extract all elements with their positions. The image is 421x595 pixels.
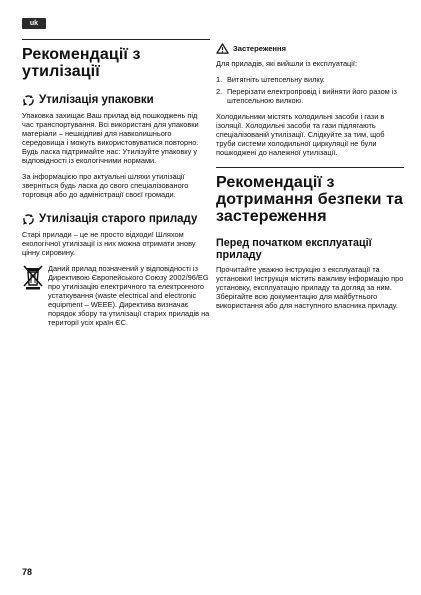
packaging-paragraph-1: Упаковка захищає Ваш прилад від пошкоджень під час транспортування. Всі використані для упаковки матеріали – нешкідливі для навколишнього середовища і можуть використовуватися повторно. Будь ласка підтримайте нас: Утилізуйте упаковку у відповідності із екологічними нормами. (22, 111, 199, 165)
before-use-heading: Перед початком експлуатації приладу (216, 237, 372, 261)
warning-heading (216, 43, 404, 54)
old-appliance-heading (22, 213, 210, 226)
disposal-title: Рекомендації з утилізації (22, 46, 141, 80)
recycle-icon (22, 213, 35, 226)
warning-step (216, 87, 404, 105)
old-appliance-heading-text: Утилізація старого приладу (39, 213, 198, 225)
section-divider (216, 167, 404, 168)
packaging-heading-text: Утилізація упаковки (39, 94, 154, 106)
section-divider (22, 39, 210, 40)
recycle-icon (22, 94, 35, 107)
refrigerant-paragraph: Холодильники містять холодильні засоби і гази в ізоляції. Холодильні засоби та гази підлягають спеціалізованій утилізації. Слідкуйте за тим, щоб труби системи холодильної циркуляції не були пошкоджені до належної утилізації. (216, 112, 385, 157)
before-use-paragraph: Прочитайте уважно інструкцію з експлуатації та установки! Інструкція містить важливу інформацію про установку, експлуатацію приладу та догляд за ним. Зберігайте всю документацію для майбутнього використання або для наступного власника приладу. (216, 265, 404, 310)
left-column (22, 39, 210, 327)
safety-title: Рекомендації з дотримання безпеки та застереження (216, 174, 404, 225)
step-text: Перерізати електропровід і вийняти його разом із штепсельною вилкою. (227, 87, 397, 105)
packaging-paragraph-2: За інформацією про актуальні шляхи утилізації зверніться будь ласка до свого спеціалізованого торговця або до адміністрації своєї громади. (22, 172, 189, 199)
weee-notice (22, 264, 210, 327)
page-number: 78 (22, 567, 33, 577)
warning-step (216, 75, 404, 84)
step-text: Витягніть штепсельну вилку. (227, 75, 325, 84)
language-tab: uk (22, 18, 46, 29)
packaging-heading (22, 94, 210, 107)
warning-intro: Для приладів, які вийшли із експлуатації: (216, 59, 358, 68)
warning-label: Застереження (233, 44, 287, 53)
step-number: 2. (216, 87, 223, 96)
warning-triangle-icon (216, 43, 229, 54)
right-column (216, 39, 404, 317)
crossed-bin-icon (22, 264, 44, 290)
step-number: 1. (216, 75, 223, 84)
warning-steps (216, 75, 404, 105)
old-appliance-paragraph: Старі прилади – це не просто відходи! Шляхом екологічної утилізації із них можна отримати знову цінну сировину. (22, 230, 196, 257)
weee-text: Даний прилад позначений у відповідності із Директивою Європейського Союзу 2002/96/EG про утилізацію електричного та електронного устаткування (waste electrical and electronic equipment – WEEE). Директива визначає порядок збору та утилізації старих приладів на території усіх країн ЄС. (48, 264, 210, 327)
